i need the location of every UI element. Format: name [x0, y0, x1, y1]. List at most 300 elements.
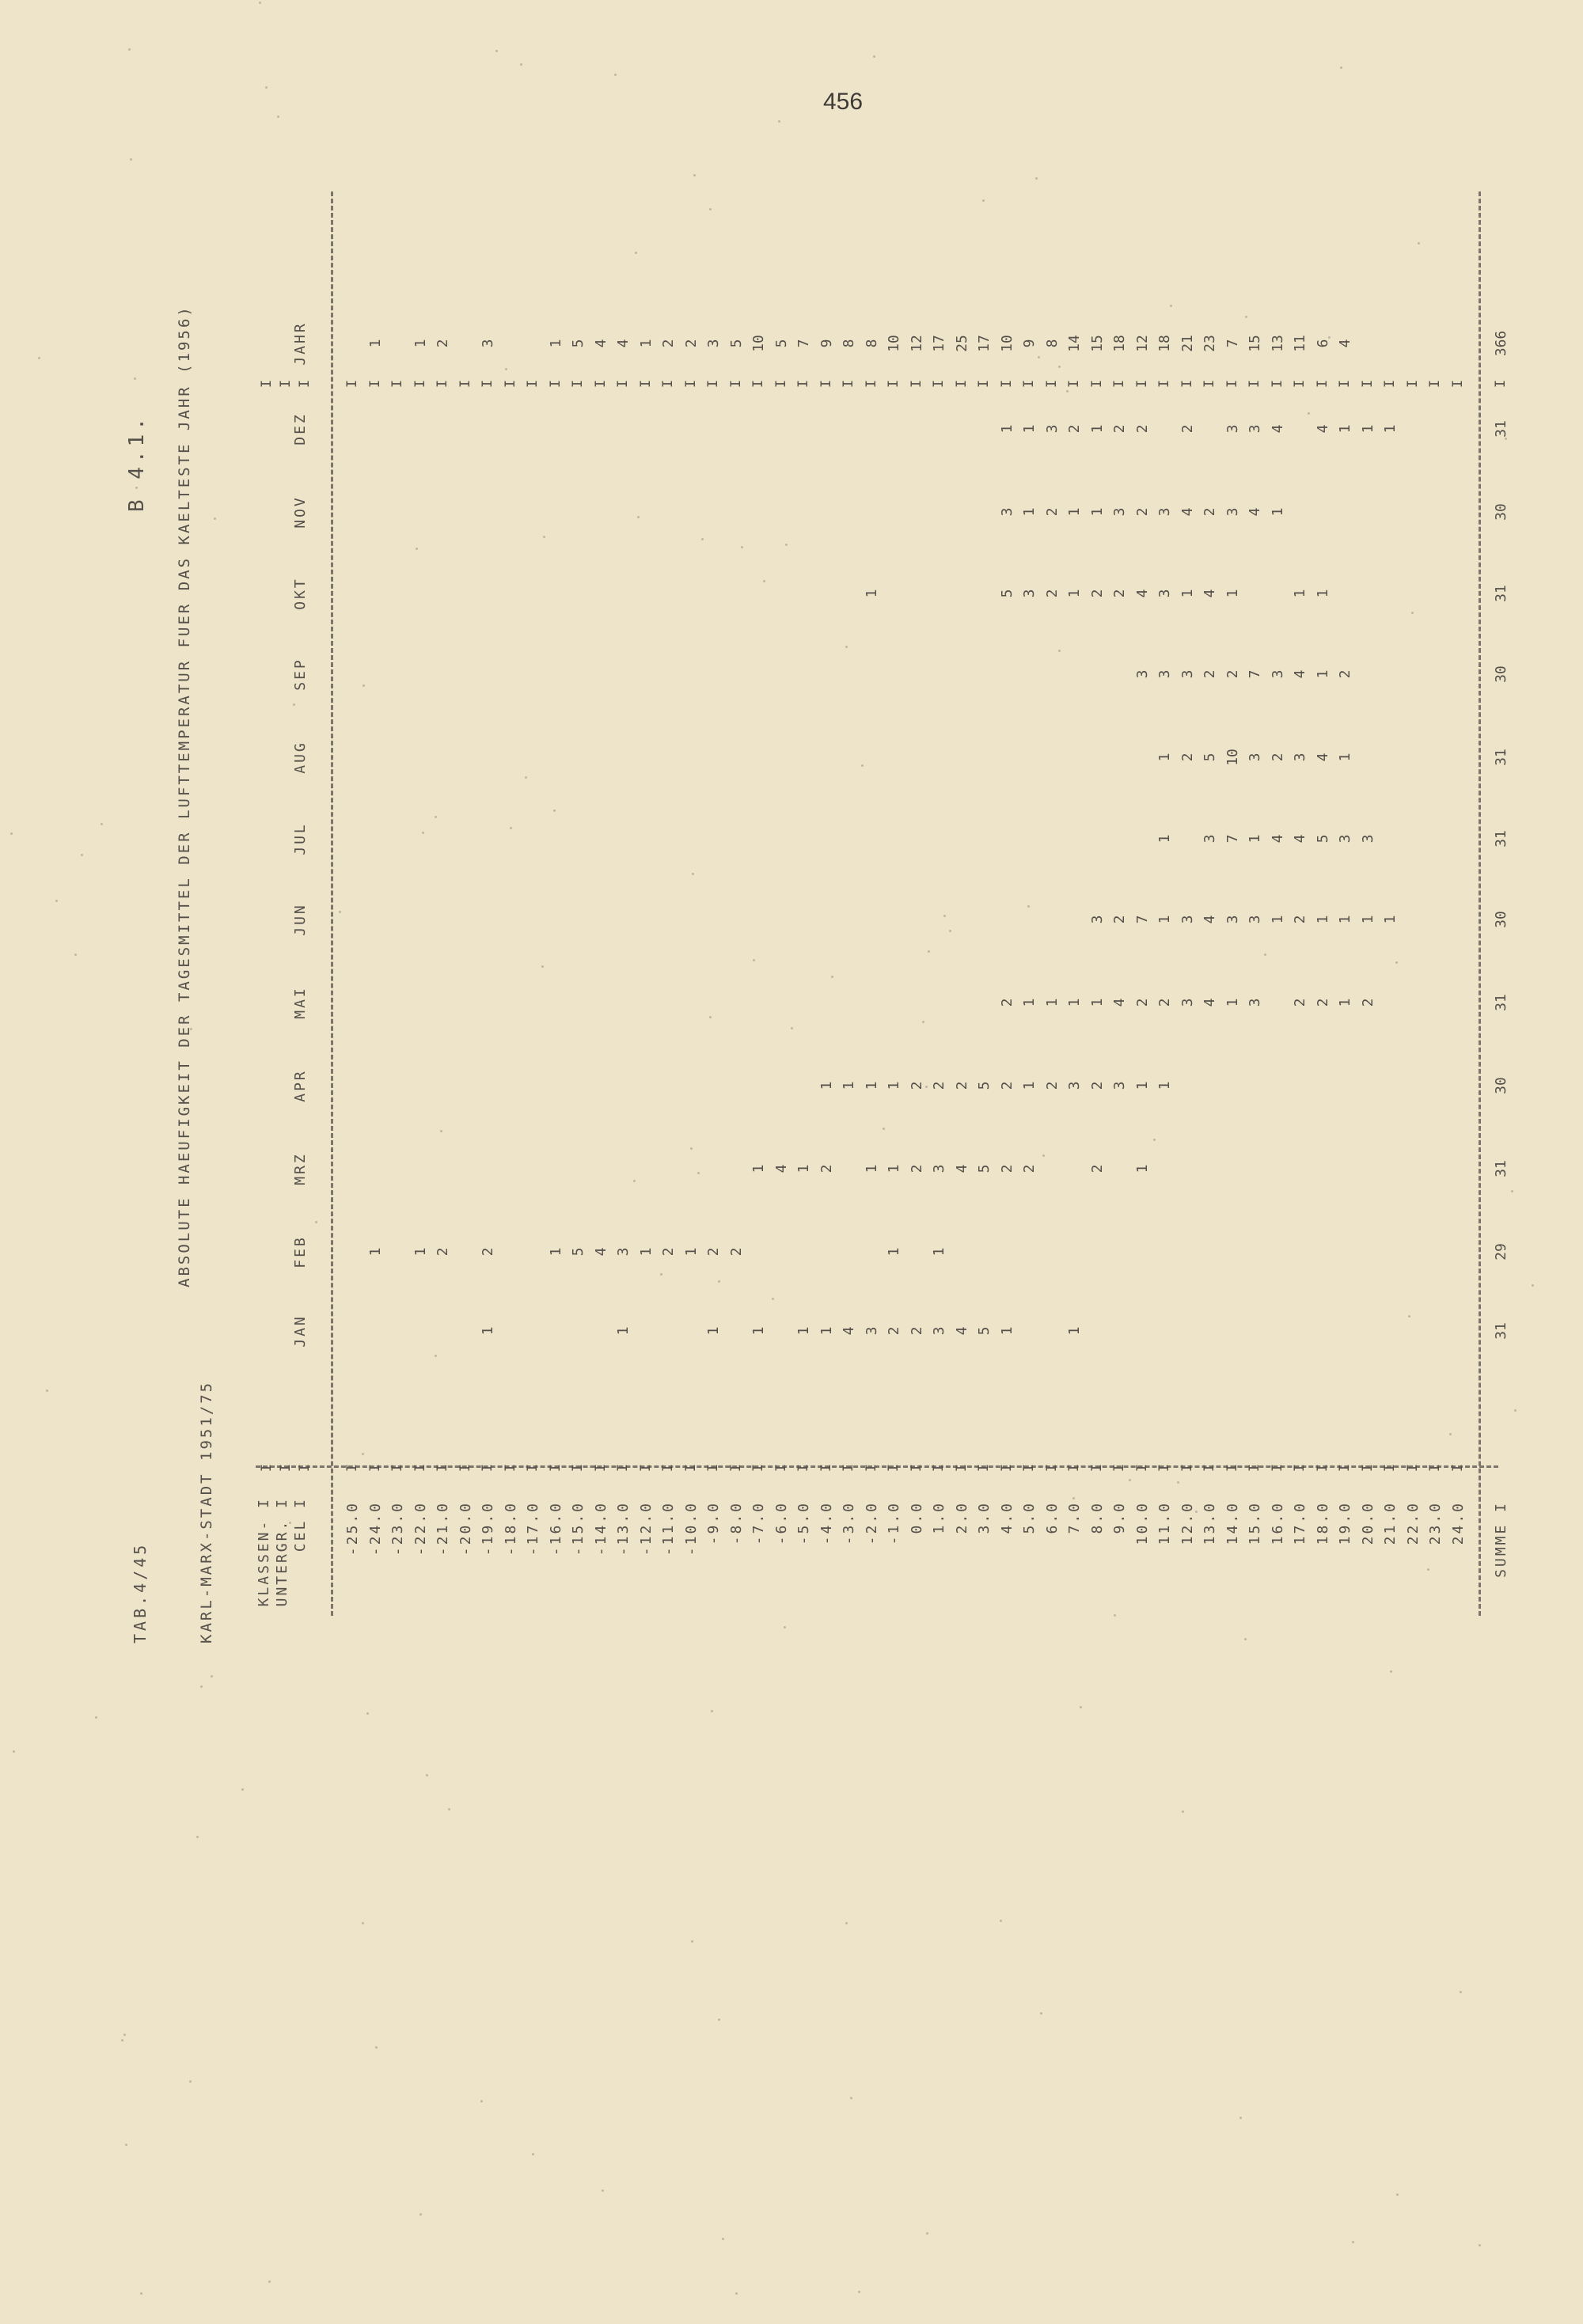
count-cell: 3 [1133, 669, 1151, 679]
class-label: -1.0 [886, 1501, 902, 1545]
column-header-jan: JAN [292, 1314, 309, 1348]
class-label: -24.0 [366, 1501, 384, 1556]
column-rule-mark: I [886, 1463, 902, 1473]
column-rule-mark: I [1292, 1463, 1308, 1473]
count-cell: 4 [1269, 424, 1286, 434]
count-cell: 4 [1133, 589, 1151, 598]
column-rule-mark: I [908, 379, 924, 389]
count-cell: 1 [1247, 834, 1263, 844]
column-sum: 30 [1493, 665, 1509, 683]
column-rule-mark: I [1021, 379, 1037, 389]
column-rule-mark: I [1021, 1463, 1037, 1473]
count-cell: 3 [1088, 915, 1106, 924]
count-cell: 5 [1201, 753, 1218, 762]
count-cell: 1 [1066, 998, 1083, 1007]
column-rule-mark: I [1179, 379, 1195, 389]
column-rule-mark: I [547, 379, 564, 389]
count-cell: 1 [1156, 915, 1173, 924]
count-cell: 7 [1224, 339, 1241, 348]
count-cell: 1 [366, 339, 384, 348]
column-sum: 31 [1493, 585, 1509, 602]
column-rule-mark: I [1156, 379, 1172, 389]
class-label: 4.0 [998, 1501, 1015, 1534]
count-cell: 2 [1337, 669, 1353, 679]
count-cell: 2 [1043, 589, 1061, 598]
column-rule-mark: I [1201, 1463, 1217, 1473]
header-label-line: CEL I [292, 1497, 309, 1552]
count-cell: 3 [1292, 753, 1308, 762]
count-cell: 1 [863, 1164, 880, 1173]
count-cell: 6 [1314, 339, 1331, 348]
class-label: -14.0 [592, 1501, 609, 1556]
column-rule-mark: I [1493, 379, 1509, 389]
count-cell: 1 [1021, 998, 1038, 1007]
count-cell: 3 [1156, 669, 1173, 679]
count-cell: 3 [931, 1326, 947, 1336]
column-rule-mark: I [1382, 1463, 1398, 1473]
count-cell: 1 [1088, 424, 1106, 434]
count-cell: 4 [841, 1326, 857, 1336]
count-cell: 4 [1201, 589, 1218, 598]
table-title: ABSOLUTE HAEUFIGKEIT DER TAGESMITTEL DER LUFTTEMPERATUR FUER DAS KAELTESTE JAHR (1956) [176, 305, 193, 1287]
count-cell: 12 [908, 335, 925, 352]
count-cell: 3 [1224, 915, 1241, 924]
count-cell: 4 [615, 339, 632, 348]
column-rule-mark: I [1224, 1463, 1240, 1473]
class-label: -17.0 [525, 1501, 541, 1556]
count-cell: 3 [1179, 669, 1196, 679]
column-rule-mark: I [750, 379, 766, 389]
count-cell: 2 [908, 1326, 925, 1336]
count-cell: 1 [1382, 915, 1399, 924]
count-cell: 4 [1314, 753, 1331, 762]
class-label: -16.0 [547, 1501, 564, 1556]
count-cell: 1 [1337, 915, 1353, 924]
count-cell: 3 [1247, 424, 1263, 434]
class-label: 8.0 [1088, 1501, 1106, 1534]
count-cell: 8 [841, 339, 857, 348]
count-cell: 7 [1247, 669, 1263, 679]
column-rule-mark: I [278, 1463, 294, 1473]
column-rule-mark: I [570, 1463, 586, 1473]
count-cell: 4 [773, 1164, 790, 1173]
class-label: -8.0 [727, 1501, 745, 1545]
column-rule-mark: I [412, 379, 428, 389]
column-rule-mark: I [998, 379, 1015, 389]
count-cell: 1 [1088, 998, 1106, 1007]
column-rule-mark: I [1359, 1463, 1376, 1473]
count-cell: 2 [908, 1081, 925, 1090]
class-label: -23.0 [389, 1501, 406, 1556]
count-cell: 2 [1133, 998, 1151, 1007]
column-rule-mark: I [1066, 1463, 1082, 1473]
count-cell: 3 [1156, 507, 1173, 517]
count-cell: 2 [998, 998, 1015, 1007]
count-cell: 2 [660, 339, 677, 348]
column-header-jul: JUL [292, 822, 309, 855]
count-cell: 1 [1337, 753, 1353, 762]
count-cell: 25 [953, 335, 970, 352]
count-cell: 4 [953, 1326, 970, 1336]
class-label: 13.0 [1201, 1501, 1218, 1545]
count-cell: 15 [1247, 335, 1263, 352]
class-label: 1.0 [931, 1501, 947, 1534]
count-cell: 1 [795, 1326, 812, 1336]
count-cell: 21 [1179, 335, 1196, 352]
count-cell: 4 [1292, 669, 1308, 679]
count-cell: 2 [727, 1247, 745, 1257]
column-rule-mark: I [278, 379, 294, 389]
count-cell: 3 [1179, 998, 1196, 1007]
count-cell: 1 [1156, 1081, 1173, 1090]
count-cell: 4 [1201, 998, 1218, 1007]
count-cell: 2 [480, 1247, 496, 1257]
count-cell: 3 [1224, 424, 1241, 434]
class-label: 10.0 [1133, 1501, 1151, 1545]
count-cell: 5 [727, 339, 745, 348]
column-rule-mark: I [931, 379, 947, 389]
class-label: 24.0 [1449, 1501, 1467, 1545]
count-cell: 1 [1066, 1326, 1083, 1336]
count-cell: 4 [1111, 998, 1128, 1007]
station-and-period: KARL-MARX-STADT 1951/75 [198, 1380, 215, 1643]
class-label: 14.0 [1224, 1501, 1241, 1545]
count-cell: 10 [886, 335, 902, 352]
column-sum: 31 [1493, 830, 1509, 847]
class-label: 5.0 [1021, 1501, 1038, 1534]
count-cell: 2 [1179, 424, 1196, 434]
count-cell: 1 [795, 1164, 812, 1173]
column-rule-mark: I [1269, 1463, 1285, 1473]
column-rule-mark: I [953, 379, 970, 389]
count-cell: 2 [435, 339, 451, 348]
count-cell: 3 [1201, 834, 1218, 844]
frequency-table [256, 191, 1509, 1616]
class-label: 19.0 [1337, 1501, 1353, 1545]
count-cell: 3 [998, 507, 1015, 517]
count-cell: 2 [1292, 998, 1308, 1007]
column-rule-mark: I [727, 1463, 744, 1473]
count-cell: 1 [412, 339, 429, 348]
count-cell: 2 [1359, 998, 1376, 1007]
class-label: -13.0 [615, 1501, 632, 1556]
count-cell: 3 [1359, 834, 1376, 844]
count-cell: 7 [795, 339, 812, 348]
column-rule-mark: I [1224, 379, 1240, 389]
count-cell: 2 [1179, 753, 1196, 762]
column-rule-mark: I [682, 1463, 699, 1473]
count-cell: 1 [1314, 589, 1331, 598]
column-rule-mark: I [435, 1463, 450, 1473]
count-cell: 9 [818, 339, 835, 348]
class-label: 18.0 [1314, 1501, 1331, 1545]
count-cell: 1 [1292, 589, 1308, 598]
column-rule-mark: I [1066, 379, 1082, 389]
count-cell: 1 [1021, 507, 1038, 517]
column-rule-mark: I [1314, 379, 1331, 389]
column-rule-mark: I [1111, 1463, 1127, 1473]
count-cell: 1 [1269, 915, 1286, 924]
count-cell: 1 [998, 424, 1015, 434]
class-label: -5.0 [795, 1501, 812, 1545]
count-cell: 2 [435, 1247, 451, 1257]
count-cell: 1 [1156, 834, 1173, 844]
count-cell: 2 [998, 1164, 1015, 1173]
count-cell: 1 [841, 1081, 857, 1090]
count-cell: 1 [1021, 1081, 1038, 1090]
count-cell: 1 [637, 1247, 655, 1257]
column-rule-mark: I [502, 379, 518, 389]
count-cell: 2 [1088, 1081, 1106, 1090]
column-sum: 31 [1493, 994, 1509, 1011]
column-rule-mark: I [1247, 379, 1262, 389]
count-cell: 9 [1021, 339, 1038, 348]
column-sum: 30 [1493, 1077, 1509, 1094]
column-rule-mark: I [1269, 379, 1285, 389]
count-cell: 2 [1133, 424, 1151, 434]
column-sum: 366 [1493, 330, 1509, 357]
count-cell: 8 [863, 339, 880, 348]
count-cell: 2 [953, 1081, 970, 1090]
column-rule-mark: I [931, 1463, 947, 1473]
column-rule-mark: I [727, 379, 744, 389]
count-cell: 1 [705, 1326, 722, 1336]
column-rule-mark: I [660, 379, 676, 389]
column-rule-mark: I [818, 379, 834, 389]
count-cell: 3 [931, 1164, 947, 1173]
count-cell: 10 [998, 335, 1015, 352]
column-rule-mark: I [637, 379, 654, 389]
column-rule-mark: I [1427, 1463, 1443, 1473]
count-cell: 3 [1337, 834, 1353, 844]
class-label: -22.0 [412, 1501, 429, 1556]
column-rule-mark: I [1427, 379, 1443, 389]
column-rule-mark: I [863, 379, 879, 389]
column-rule-mark: I [366, 1463, 383, 1473]
count-cell: 1 [818, 1081, 835, 1090]
column-rule-mark: I [953, 1463, 970, 1473]
count-cell: 3 [863, 1326, 880, 1336]
column-rule-mark: I [1314, 1463, 1331, 1473]
count-cell: 10 [1224, 749, 1241, 766]
column-rule-mark: I [592, 1463, 609, 1473]
count-cell: 2 [886, 1326, 902, 1336]
column-sum: 29 [1493, 1243, 1509, 1261]
column-rule-mark: I [976, 379, 992, 389]
class-label: 15.0 [1247, 1501, 1263, 1545]
count-cell: 2 [1201, 507, 1218, 517]
count-cell: 2 [1292, 915, 1308, 924]
count-cell: 4 [1179, 507, 1196, 517]
column-rule-mark: I [1156, 1463, 1172, 1473]
count-cell: 3 [1111, 507, 1128, 517]
class-label: -11.0 [660, 1501, 677, 1556]
class-label: 21.0 [1382, 1501, 1399, 1545]
column-sum: 31 [1493, 749, 1509, 766]
count-cell: 1 [480, 1326, 496, 1336]
count-cell: 1 [1269, 507, 1286, 517]
count-cell: 5 [976, 1326, 993, 1336]
count-cell: 1 [637, 339, 655, 348]
count-cell: 4 [1292, 834, 1308, 844]
column-rule-mark: I [412, 1463, 428, 1473]
column-rule-mark: I [1247, 1463, 1262, 1473]
count-cell: 1 [615, 1326, 632, 1336]
count-cell: 8 [1043, 339, 1061, 348]
class-label: -20.0 [457, 1501, 474, 1556]
column-rule-mark: I [1043, 1463, 1060, 1473]
count-cell: 4 [1314, 424, 1331, 434]
column-header-mai: MAI [292, 986, 309, 1019]
column-header-dez: DEZ [292, 412, 309, 445]
count-cell: 1 [1133, 1164, 1151, 1173]
count-cell: 1 [1156, 753, 1173, 762]
count-cell: 1 [750, 1326, 767, 1336]
count-cell: 1 [1088, 507, 1106, 517]
count-cell: 1 [1021, 424, 1038, 434]
count-cell: 15 [1088, 335, 1106, 352]
column-rule-mark: I [615, 1463, 631, 1473]
count-cell: 1 [412, 1247, 429, 1257]
column-rule-mark: I [750, 1463, 766, 1473]
class-label: -19.0 [480, 1501, 496, 1556]
count-cell: 5 [1314, 834, 1331, 844]
class-label: -7.0 [750, 1501, 767, 1545]
column-rule-mark: I [389, 1463, 405, 1473]
count-cell: 4 [953, 1164, 970, 1173]
column-rule-mark: I [1404, 1463, 1421, 1473]
column-header-sep: SEP [292, 658, 309, 691]
count-cell: 1 [1133, 1081, 1151, 1090]
count-cell: 7 [1224, 834, 1241, 844]
class-label: 0.0 [908, 1501, 925, 1534]
summe-label: SUMME I [1493, 1501, 1509, 1578]
column-rule-mark: I [1043, 379, 1060, 389]
column-rule-mark: I [435, 379, 450, 389]
column-header-nov: NOV [292, 495, 309, 529]
column-rule-mark: I [1449, 379, 1466, 389]
count-cell: 2 [1043, 507, 1061, 517]
count-cell: 2 [682, 339, 700, 348]
count-cell: 2 [1133, 507, 1151, 517]
count-cell: 2 [1269, 753, 1286, 762]
count-cell: 2 [1088, 589, 1106, 598]
column-rule-mark: I [344, 379, 360, 389]
count-cell: 3 [1021, 589, 1038, 598]
count-cell: 1 [886, 1081, 902, 1090]
column-rule-mark: I [480, 1463, 495, 1473]
count-cell: 1 [1224, 998, 1241, 1007]
column-rule-mark: I [705, 379, 721, 389]
class-label: 16.0 [1269, 1501, 1286, 1545]
column-rule-mark: I [1449, 1463, 1466, 1473]
class-label: 12.0 [1179, 1501, 1196, 1545]
column-rule-mark: I [795, 1463, 811, 1473]
count-cell: 2 [1111, 589, 1128, 598]
count-cell: 2 [1314, 998, 1331, 1007]
column-rule-mark: I [297, 1463, 313, 1473]
count-cell: 5 [570, 1247, 587, 1257]
column-rule-mark: I [795, 379, 811, 389]
column-rule-mark: I [547, 1463, 564, 1473]
count-cell: 2 [1201, 669, 1218, 679]
count-cell: 1 [998, 1326, 1015, 1336]
class-label: 6.0 [1043, 1501, 1061, 1534]
count-cell: 3 [1269, 669, 1286, 679]
count-cell: 1 [366, 1247, 384, 1257]
header-separator-line [331, 191, 333, 1616]
column-rule-mark: I [682, 379, 699, 389]
count-cell: 1 [1043, 998, 1061, 1007]
column-sum: 31 [1493, 1160, 1509, 1177]
count-cell: 1 [818, 1326, 835, 1336]
count-cell: 11 [1292, 335, 1308, 352]
column-rule-mark: I [637, 1463, 654, 1473]
column-rule-mark: I [1404, 379, 1421, 389]
count-cell: 3 [1247, 998, 1263, 1007]
class-label: -12.0 [637, 1501, 655, 1556]
column-rule-mark: I [863, 1463, 879, 1473]
column-sum: 30 [1493, 503, 1509, 521]
column-rule-mark: I [818, 1463, 834, 1473]
count-cell: 3 [480, 339, 496, 348]
count-cell: 1 [1314, 669, 1331, 679]
class-label: 7.0 [1066, 1501, 1083, 1534]
count-cell: 3 [1156, 589, 1173, 598]
column-header-aug: AUG [292, 741, 309, 774]
class-label: 22.0 [1404, 1501, 1422, 1545]
column-rule-mark: I [297, 379, 313, 389]
column-rule-mark: I [841, 1463, 856, 1473]
class-label: -9.0 [705, 1501, 722, 1545]
count-cell: 4 [1247, 507, 1263, 517]
class-label: -3.0 [841, 1501, 857, 1545]
count-cell: 1 [1066, 507, 1083, 517]
count-cell: 2 [1224, 669, 1241, 679]
column-header-okt: OKT [292, 577, 309, 610]
class-label: 9.0 [1111, 1501, 1128, 1534]
count-cell: 1 [931, 1247, 947, 1257]
count-cell: 2 [998, 1081, 1015, 1090]
column-rule-mark: I [773, 379, 789, 389]
column-sum: 31 [1493, 420, 1509, 438]
column-rule-mark: I [660, 1463, 676, 1473]
column-rule-mark: I [976, 1463, 992, 1473]
column-rule-mark: I [773, 1463, 789, 1473]
count-cell: 3 [615, 1247, 632, 1257]
count-cell: 2 [1156, 998, 1173, 1007]
column-rule-mark: I [998, 1463, 1015, 1473]
count-cell: 2 [660, 1247, 677, 1257]
summe-separator-line [1479, 191, 1481, 1616]
column-rule-mark: I [1088, 1463, 1105, 1473]
count-cell: 1 [886, 1164, 902, 1173]
section-number: B 4.1. [125, 414, 149, 512]
count-cell: 2 [1111, 424, 1128, 434]
count-cell: 5 [976, 1164, 993, 1173]
column-rule-mark: I [502, 1463, 518, 1473]
count-cell: 1 [1066, 589, 1083, 598]
count-cell: 1 [1224, 589, 1241, 598]
count-cell: 7 [1133, 915, 1151, 924]
count-cell: 3 [1111, 1081, 1128, 1090]
class-label: 20.0 [1359, 1501, 1376, 1545]
column-rule-mark: I [1382, 379, 1398, 389]
column-rule-mark: I [1337, 379, 1353, 389]
count-cell: 5 [976, 1081, 993, 1090]
class-label: 11.0 [1156, 1501, 1173, 1545]
count-cell: 2 [931, 1081, 947, 1090]
